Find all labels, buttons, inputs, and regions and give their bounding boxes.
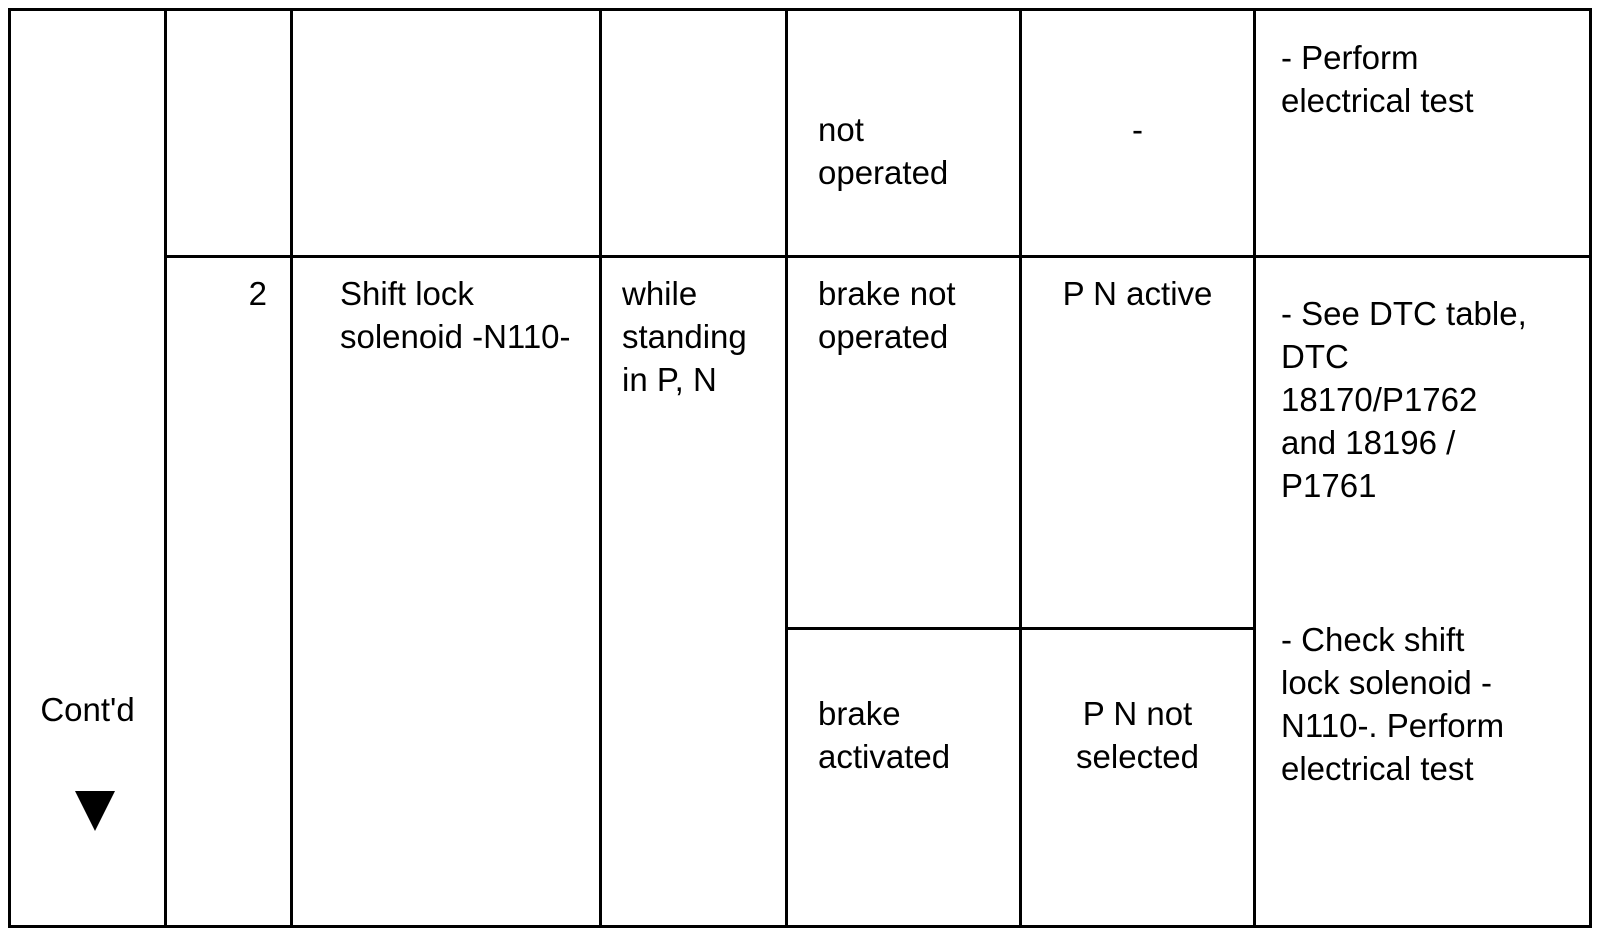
table-border-top	[8, 8, 1592, 11]
item-number-cell: 2	[248, 275, 267, 312]
remedy-cell: - Check shift lock solenoid - N110-. Perform electrical test	[1281, 621, 1505, 787]
column-divider	[785, 8, 788, 928]
column-divider	[599, 8, 602, 928]
column-divider	[1253, 8, 1256, 928]
down-triangle-icon	[75, 791, 115, 831]
row-divider	[164, 255, 1592, 258]
continued-label: Cont'd	[40, 691, 135, 728]
row-divider	[785, 627, 1256, 630]
status-cell: not operated	[818, 111, 949, 191]
display-cell: P N active	[1062, 275, 1213, 312]
display-cell: P N not selected	[1076, 695, 1199, 775]
status-cell: brake activated	[818, 695, 951, 775]
table-border-right	[1589, 8, 1592, 928]
specification-table	[8, 8, 1592, 924]
column-divider	[290, 8, 293, 928]
component-cell: Shift lock solenoid -N110-	[340, 275, 571, 355]
table-border-left	[8, 8, 11, 928]
status-cell: brake not operated	[818, 275, 956, 355]
remedy-cell: - See DTC table, DTC 18170/P1762 and 18196 / P1761	[1281, 295, 1527, 504]
remedy-cell: - Perform electrical test	[1281, 39, 1474, 119]
condition-cell: while standing in P, N	[622, 275, 747, 398]
column-divider	[164, 8, 167, 928]
display-cell: -	[1132, 111, 1143, 148]
